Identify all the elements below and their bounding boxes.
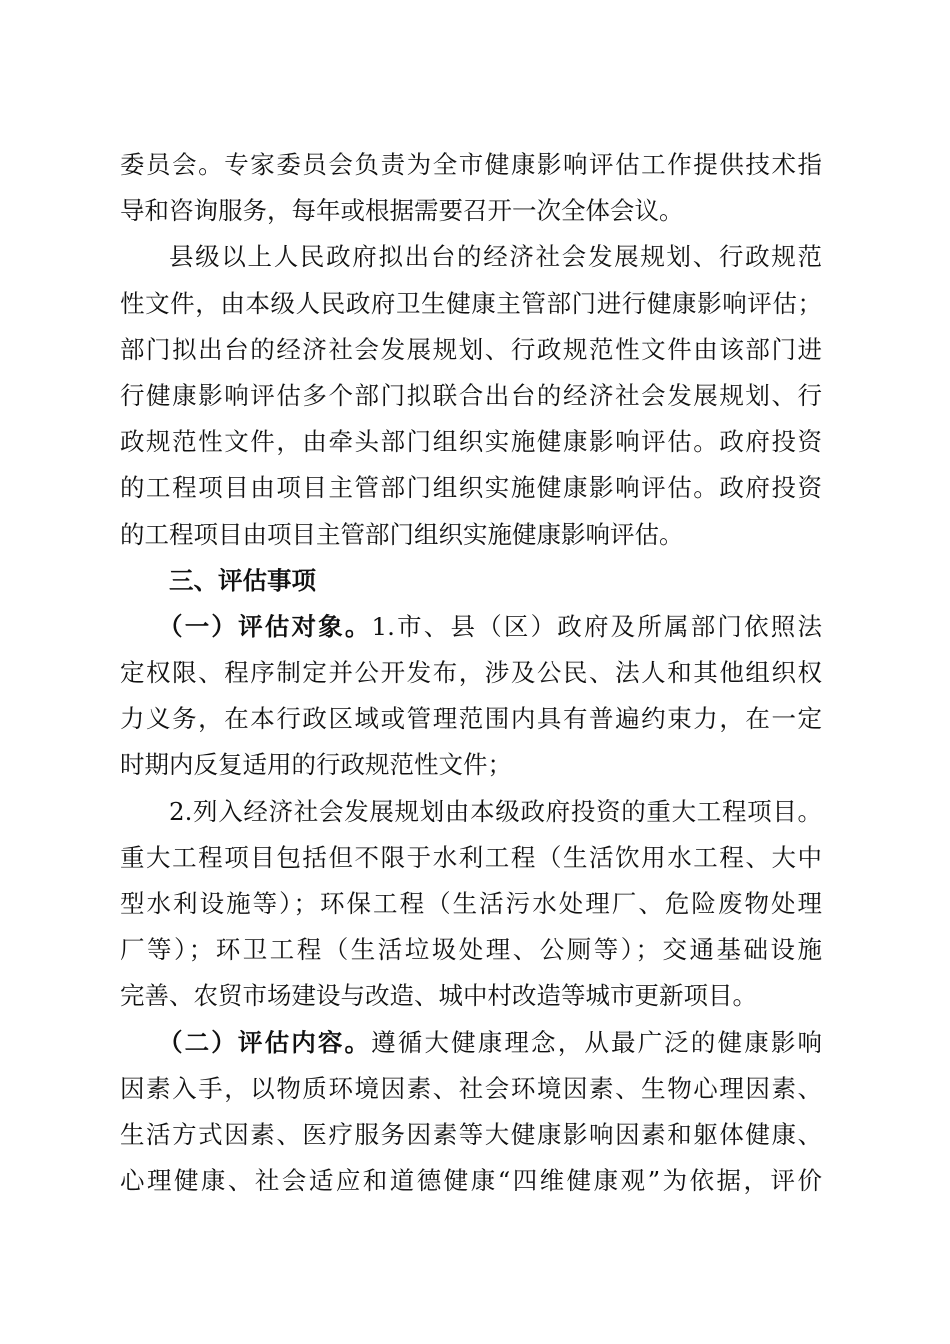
body-line: 完善、农贸市场建设与改造、城中村改造等城市更新项目。 — [120, 981, 757, 1011]
body-line — [120, 604, 822, 650]
body-line: 委员会。专家委员会负责为全市健康影响评估工作提供技术指 — [120, 150, 822, 179]
body-line: 的工程项目由项目主管部门组织实施健康影响评估。政府投资 — [120, 473, 822, 503]
body-line: 重大工程项目包括但不限于水利工程（生活饮用水工程、大中 — [120, 842, 822, 872]
body-line: 县级以上人民政府拟出台的经济社会发展规划、行政规范 — [169, 242, 822, 272]
body-line: 导和咨询服务，每年或根据需要召开一次全体会议。 — [120, 196, 684, 226]
body-line: 时期内反复适用的行政规范性文件； — [120, 750, 512, 780]
body-line: 心理健康、社会适应和道德健康“四维健康观”为依据，评价 — [120, 1166, 822, 1196]
body-text: 遵循大健康理念，从最广泛的健康影响 — [371, 1027, 823, 1057]
body-line: 生活方式因素、医疗服务因素等大健康影响因素和躯体健康、 — [120, 1119, 822, 1149]
body-line: 的工程项目由项目主管部门组织实施健康影响评估。 — [120, 519, 684, 549]
body-line: 2.列入经济社会发展规划由本级政府投资的重大工程项目。 — [169, 796, 822, 826]
body-line: 因素入手，以物质环境因素、社会环境因素、生物心理因素、 — [120, 1073, 822, 1103]
subsection-lead: （一）评估对象。 — [158, 611, 372, 641]
document-page — [120, 142, 822, 1204]
section-heading: 三、评估事项 — [169, 565, 316, 595]
subsection-lead: （二）评估内容。 — [158, 1027, 372, 1057]
body-line: 性文件，由本级人民政府卫生健康主管部门进行健康影响评估； — [120, 288, 822, 318]
body-text: 1.市、县（区）政府及所属部门依照法 — [371, 611, 823, 641]
body-line: 厂等）；环卫工程（生活垃圾处理、公厕等）；交通基础设施 — [120, 935, 822, 965]
body-line: 政规范性文件，由牵头部门组织实施健康影响评估。政府投资 — [120, 427, 822, 457]
body-line: 型水利设施等）；环保工程（生活污水处理厂、危险废物处理 — [120, 889, 822, 918]
body-line: 行健康影响评估多个部门拟联合出台的经济社会发展规划、行 — [120, 380, 822, 410]
body-line — [120, 1020, 822, 1066]
body-line: 力义务，在本行政区域或管理范围内具有普遍约束力，在一定 — [120, 704, 822, 734]
body-line: 定权限、程序制定并公开发布，涉及公民、法人和其他组织权 — [120, 658, 822, 688]
body-line: 部门拟出台的经济社会发展规划、行政规范性文件由该部门进 — [120, 334, 822, 364]
